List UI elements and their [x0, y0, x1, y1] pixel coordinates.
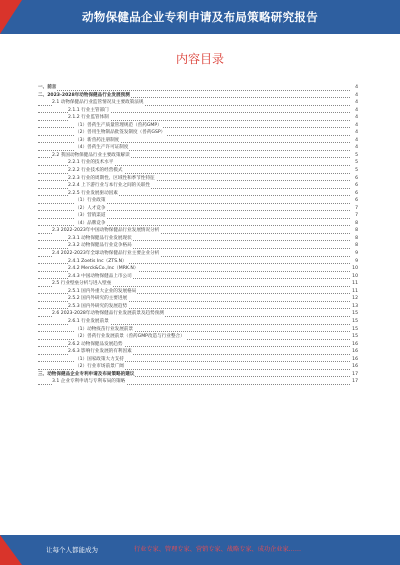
toc-entry-text: 2.2.1 行业的技术水平	[68, 160, 114, 166]
toc-entry-text: （3）新兽药注册制度	[75, 137, 120, 143]
toc-entry-text: 2.4 2022-2023年全球动物保健品行业主要企业分析	[52, 251, 160, 257]
toc-page-number: 4	[350, 92, 358, 100]
toc-page-number: 5	[350, 159, 358, 167]
toc-entry-text: 三、动物保健品企业专利申请及布局策略的建议	[38, 371, 135, 377]
toc-page-number: 9	[350, 250, 358, 258]
toc-entry-text: 2.3.2 动物保健品行业竞争格局	[68, 243, 132, 249]
toc-page-number: 17	[350, 378, 358, 386]
footer-accent-triangle	[0, 535, 22, 565]
toc-entry-text: 2.2.3 行业的周期性、区域性和季节性特征	[68, 175, 155, 181]
page-footer	[0, 535, 400, 565]
toc-entry-text: 2.6.1 行业发展前景	[68, 318, 109, 324]
toc-page-number: 8	[350, 235, 358, 243]
toc-page-number: 8	[350, 220, 358, 228]
toc-page-number: 4	[350, 99, 358, 107]
toc-page-number: 4	[350, 144, 358, 152]
toc-entry-text: 2.5.1 国内外重大企业的发展格局	[68, 288, 137, 294]
toc-entry-text: 2.5 行业壁垒分析与进入壁垒	[52, 281, 112, 287]
toc-page-number: 4	[350, 107, 358, 115]
toc-entry-text: （3）营销渠道	[75, 213, 106, 219]
toc-entry-text: 二、2023-2028年动物保健品行业发展预测	[38, 92, 130, 98]
toc-entry-text: 2.2.5 行业发展驱动因素	[68, 190, 118, 196]
toc-page-number: 6	[350, 197, 358, 205]
toc-page-number: 11	[350, 280, 358, 288]
toc-page-number: 11	[350, 288, 358, 296]
toc-page-number: 13	[350, 303, 358, 311]
toc-page-number: 16	[350, 341, 358, 349]
report-title: 动物保健品企业专利申请及布局策略研究报告	[82, 10, 318, 24]
toc-title: 内容目录	[175, 52, 224, 66]
toc-entry-text: 2.4.1 Zoetis Inc（ZTS.N）	[68, 258, 127, 264]
toc-page-number: 8	[350, 242, 358, 250]
toc-page-number: 7	[350, 205, 358, 213]
toc-entry-text: 2.5.2 国内外研究的主要进展	[68, 296, 128, 302]
toc-entry-text: （1）国家政策大力支持	[75, 356, 124, 362]
toc-entry-text: （4）品牌竞争	[75, 220, 106, 226]
toc-entry-text: 2.2 我国动物保健品行业主要政策解读	[52, 152, 130, 158]
toc-entry-text: 2.4.3 中国动物保健品上市公司	[68, 273, 132, 279]
toc-entry-text: 2.3.1 动物保健品行业发展现状	[68, 235, 132, 241]
toc-entry-text: 2.1 动物保健品行业监管情况及主要政策法规	[52, 100, 144, 106]
toc-entry-text: （1）动物疫苗行业发展前景	[75, 326, 134, 332]
toc-page-number: 4	[350, 84, 358, 92]
toc-entry-text: （2）行业市场前景广阔	[75, 364, 124, 370]
toc-page-number: 10	[350, 265, 358, 273]
toc-entry-text: 2.2.2 行业技术的经营模式	[68, 168, 123, 174]
toc-entry-text: 2.5.3 国内外研究的发展趋势	[68, 303, 128, 309]
page-header	[0, 0, 400, 34]
toc-page-number: 12	[350, 295, 358, 303]
table-of-contents	[38, 84, 358, 386]
toc-entry-text: （1）兽药生产质量管理规范（兽药GMP）	[75, 122, 162, 128]
toc-entry-text: 一、前言	[38, 85, 57, 90]
toc-page-number: 15	[350, 326, 358, 334]
toc-page-number: 15	[350, 310, 358, 318]
toc-page-number: 10	[350, 273, 358, 281]
toc-entry-text: （2）人才竞争	[75, 205, 106, 211]
toc-page-number: 6	[350, 175, 358, 183]
toc-entry-text: （2）兽药行业发展前景（兽药GMP改造与行业整合）	[75, 334, 185, 340]
footer-tagline: 行业专家、管理专家、营销专家、战略专家、成功企业家……	[134, 546, 302, 553]
toc-page-number: 16	[350, 348, 358, 356]
toc-entry-text: 2.1.2 行业监管体制	[68, 115, 109, 121]
toc-page-number: 7	[350, 212, 358, 220]
toc-page-number: 15	[350, 333, 358, 341]
toc-entry-text: 2.6.3 影响行业发展的有利因素	[68, 349, 132, 355]
toc-entry-text: 2.2.4 上下游行业与本行业之间的关联性	[68, 183, 151, 189]
toc-page-number: 6	[350, 190, 358, 198]
toc-page-number: 4	[350, 122, 358, 130]
toc-page-number: 4	[350, 137, 358, 145]
toc-page-number: 6	[350, 182, 358, 190]
toc-entry-text: 2.6.2 动物保健品发展趋势	[68, 341, 123, 347]
toc-page-number: 4	[350, 114, 358, 122]
toc-page-number: 4	[350, 129, 358, 137]
toc-page-number: 15	[350, 318, 358, 326]
toc-page-number: 5	[350, 152, 358, 160]
toc-entry[interactable]	[38, 378, 358, 386]
toc-page-number: 16	[350, 356, 358, 364]
toc-page-number: 5	[350, 167, 358, 175]
toc-entry-text: （1）行业政策	[75, 198, 106, 204]
toc-entry-text: 2.4.2 Merck&Co.,Inc（MRK.N）	[68, 266, 139, 272]
toc-page-number: 17	[350, 371, 358, 379]
toc-entry-text: （2）兽用生物制品批签发制度（兽药GSP）	[75, 130, 166, 136]
toc-page-number: 16	[350, 363, 358, 371]
toc-entry-text: （4）兽药生产许可证制度	[75, 145, 129, 151]
toc-page-number: 9	[350, 258, 358, 266]
toc-page-number: 8	[350, 227, 358, 235]
toc-entry-text: 2.3 2022-2023年中国动物保健品行业发展情况分析	[52, 228, 160, 234]
toc-entry-text: 2.6 2023-2028年动物保健品行业发展前景及趋势预测	[52, 311, 164, 317]
toc-entry-text: 3.1 企业专利申请与专利布局的策略	[52, 379, 126, 385]
toc-entry-text: 2.1.1 行业主管部门	[68, 107, 109, 113]
footer-slogan: 让每个人都能成为	[46, 546, 98, 554]
